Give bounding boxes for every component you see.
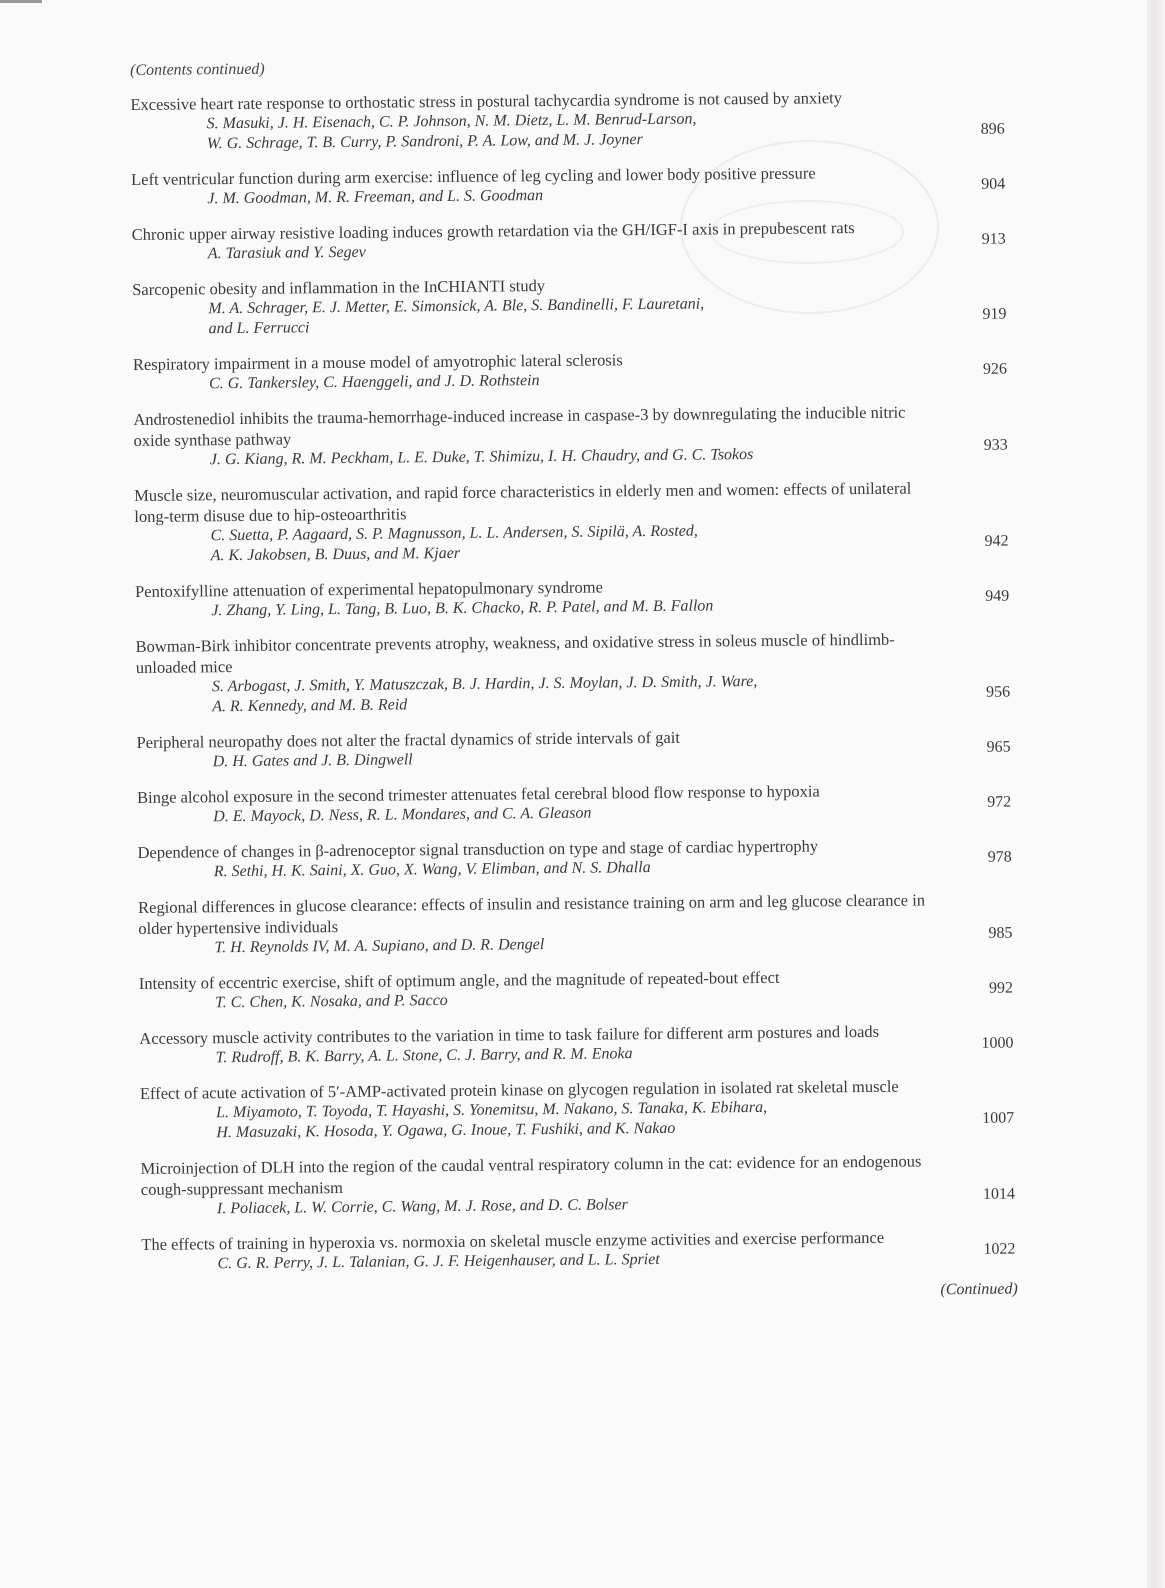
article-authors: C. G. R. Perry, J. L. Talanian, G. J. F. Heigenhauser, and L. L. Spriet xyxy=(217,1250,660,1273)
article-authors: S. Masuki, J. H. Eisenach, C. P. Johnson, N. M. Dietz, L. M. Benrud-Larson, xyxy=(206,110,697,133)
page-number: 985 xyxy=(988,924,1013,942)
toc-entry[interactable] xyxy=(136,628,1017,718)
article-authors: L. Miyamoto, T. Toyoda, T. Hayashi, S. Yonemitsu, M. Nakano, S. Tanaka, K. Ebihara, xyxy=(216,1098,768,1122)
page-number: 956 xyxy=(986,683,1011,701)
page-number: 933 xyxy=(983,436,1008,454)
toc-entry-list xyxy=(130,86,1021,1275)
page-number: 965 xyxy=(986,738,1011,756)
page-number: 919 xyxy=(982,305,1007,323)
article-authors: T. C. Chen, K. Nosaka, and P. Sacco xyxy=(214,991,448,1012)
article-authors: I. Poliacek, L. W. Corrie, C. Wang, M. J. Rose, and D. C. Bolser xyxy=(216,1196,628,1218)
article-title: Left ventricular function during arm exercise: influence of leg cycling and lower body positive pressure xyxy=(131,163,816,189)
article-authors: J. Zhang, Y. Ling, L. Tang, B. Luo, B. K. Chacko, R. P. Patel, and M. B. Fallon xyxy=(211,597,714,620)
page-number: 896 xyxy=(980,120,1005,138)
article-authors: R. Sethi, H. K. Saini, X. Guo, X. Wang, V. Elimban, and N. S. Dhalla xyxy=(213,859,651,881)
toc-entry[interactable] xyxy=(139,965,1019,1014)
article-authors: T. Rudroff, B. K. Barry, A. L. Stone, C. J. Barry, and R. M. Enoka xyxy=(215,1045,633,1067)
toc-entry[interactable] xyxy=(137,834,1017,883)
page-number: 913 xyxy=(981,230,1006,248)
article-title: Regional differences in glucose clearance: effects of insulin and resistance training on arm and leg glucose clearance in older hypertensive individuals xyxy=(138,890,926,938)
article-title: Intensity of eccentric exercise, shift of optimum angle, and the magnitude of repeated-bout effect xyxy=(138,967,780,993)
article-authors: J. G. Kiang, R. M. Peckham, L. E. Duke, T. Shimizu, I. H. Chaudry, and G. C. Tsokos xyxy=(209,446,754,469)
article-title: Sarcopenic obesity and inflammation in the InCHIANTI study xyxy=(132,276,546,299)
toc-entry[interactable] xyxy=(132,216,1012,265)
toc-entry[interactable] xyxy=(133,401,1014,471)
toc-entry[interactable] xyxy=(140,1075,1021,1144)
page-number: 1022 xyxy=(983,1240,1016,1258)
article-title: Respiratory impairment in a mouse model of amyotrophic lateral sclerosis xyxy=(132,350,623,374)
page-number: 949 xyxy=(985,587,1010,605)
article-authors: M. A. Schrager, E. J. Metter, E. Simonsick, A. Ble, S. Bandinelli, F. Lauretani, xyxy=(208,295,705,318)
article-title: Muscle size, neuromuscular activation, and rapid force characteristics in elderly men and women: effects of unilateral long-term disuse due to hip-osteoarthritis xyxy=(134,478,912,526)
page-number: 1000 xyxy=(981,1034,1014,1052)
article-authors: A. K. Jakobsen, B. Duus, and M. Kjaer xyxy=(210,544,461,565)
continued-footer-label: (Continued) xyxy=(940,1280,1018,1299)
article-authors: D. E. Mayock, D. Ness, R. L. Mondares, and C. A. Gleason xyxy=(213,804,592,826)
article-title: Chronic upper airway resistive loading induces growth retardation via the GH/IGF-I axis in prepubescent rats xyxy=(131,218,855,244)
article-title: Peripheral neuropathy does not alter the fractal dynamics of stride intervals of gait xyxy=(136,727,681,752)
toc-entry[interactable] xyxy=(131,161,1011,210)
toc-entry[interactable] xyxy=(135,573,1015,622)
article-title: Androstenediol inhibits the trauma-hemorrhage-induced increase in caspase-3 by downregulating the inducible nitric oxide synthase pathway xyxy=(133,402,906,450)
article-title: Excessive heart rate response to orthostatic stress in postural tachycardia syndrome is not caused by anxiety xyxy=(130,88,843,114)
toc-entry[interactable] xyxy=(139,1020,1019,1069)
article-authors: A. Tarasiuk and Y. Segev xyxy=(207,243,366,263)
article-title: Bowman-Birk inhibitor concentrate prevents atrophy, weakness, and oxidative stress in soleus muscle of hindlimb-unloaded mice xyxy=(135,629,895,677)
page-number: 1007 xyxy=(982,1109,1015,1127)
article-authors: C. Suetta, P. Aagaard, S. P. Magnusson, L. L. Andersen, S. Sipilä, A. Rosted, xyxy=(210,522,698,545)
toc-entry[interactable] xyxy=(134,477,1015,567)
article-authors: and L. Ferrucci xyxy=(208,319,310,338)
page-number: 978 xyxy=(987,848,1012,866)
article-title: Dependence of changes in β-adrenoceptor signal transduction on type and stage of cardiac hypertrophy xyxy=(137,836,819,862)
article-authors: C. G. Tankersley, C. Haenggeli, and J. D. Rothstein xyxy=(209,372,540,393)
toc-entry[interactable] xyxy=(137,779,1017,828)
article-authors: D. H. Gates and J. B. Dingwell xyxy=(212,751,413,771)
page-binding-edge xyxy=(1147,0,1165,1588)
article-authors: H. Masuzaki, K. Hosoda, Y. Ogawa, G. Inoue, T. Fushiki, and K. Nakao xyxy=(216,1119,676,1142)
article-title: Effect of acute activation of 5′-AMP-activated protein kinase on glycogen regulation in isolated rat skeletal muscle xyxy=(139,1076,899,1103)
article-authors: A. R. Kennedy, and M. B. Reid xyxy=(212,696,408,716)
toc-entry[interactable] xyxy=(133,346,1013,395)
toc-entry[interactable] xyxy=(141,1150,1022,1220)
contents-continued-label: (Contents continued) xyxy=(130,60,265,79)
page-number: 972 xyxy=(987,793,1012,811)
scan-edge-mark xyxy=(0,0,42,3)
toc-entry[interactable] xyxy=(138,889,1019,959)
article-authors: J. M. Goodman, M. R. Freeman, and L. S. Goodman xyxy=(207,187,544,208)
article-title: The effects of training in hyperoxia vs. normoxia on skeletal muscle enzyme activities and exercise performance xyxy=(141,1227,885,1254)
page-number: 992 xyxy=(988,979,1014,997)
article-authors: W. G. Schrage, T. B. Curry, P. Sandroni, P. A. Low, and M. J. Joyner xyxy=(206,131,643,153)
page-number: 1014 xyxy=(982,1185,1015,1203)
page-number: 904 xyxy=(981,175,1006,193)
toc-entry[interactable] xyxy=(136,724,1016,773)
page-number: 942 xyxy=(984,532,1009,550)
toc-entry[interactable] xyxy=(132,271,1013,340)
article-authors: S. Arbogast, J. Smith, Y. Matuszczak, B. J. Hardin, J. S. Moylan, J. D. Smith, J. Ware, xyxy=(211,673,758,696)
article-title: Pentoxifylline attenuation of experimental hepatopulmonary syndrome xyxy=(134,577,603,601)
article-title: Microinjection of DLH into the region of the caudal ventral respiratory column in the cat: evidence for an endogenous cough-suppressant mechanism xyxy=(140,1151,922,1199)
toc-entry[interactable] xyxy=(141,1225,1021,1274)
page-number: 926 xyxy=(982,360,1008,378)
article-title: Binge alcohol exposure in the second trimester attenuates fetal cerebral blood flow response to hypoxia xyxy=(136,781,820,807)
article-authors: T. H. Reynolds IV, M. A. Supiano, and D. R. Dengel xyxy=(214,936,545,957)
toc-entry[interactable] xyxy=(130,86,1011,155)
table-of-contents xyxy=(130,54,1022,1307)
article-title: Accessory muscle activity contributes to the variation in time to task failure for different arm postures and loads xyxy=(139,1021,880,1048)
